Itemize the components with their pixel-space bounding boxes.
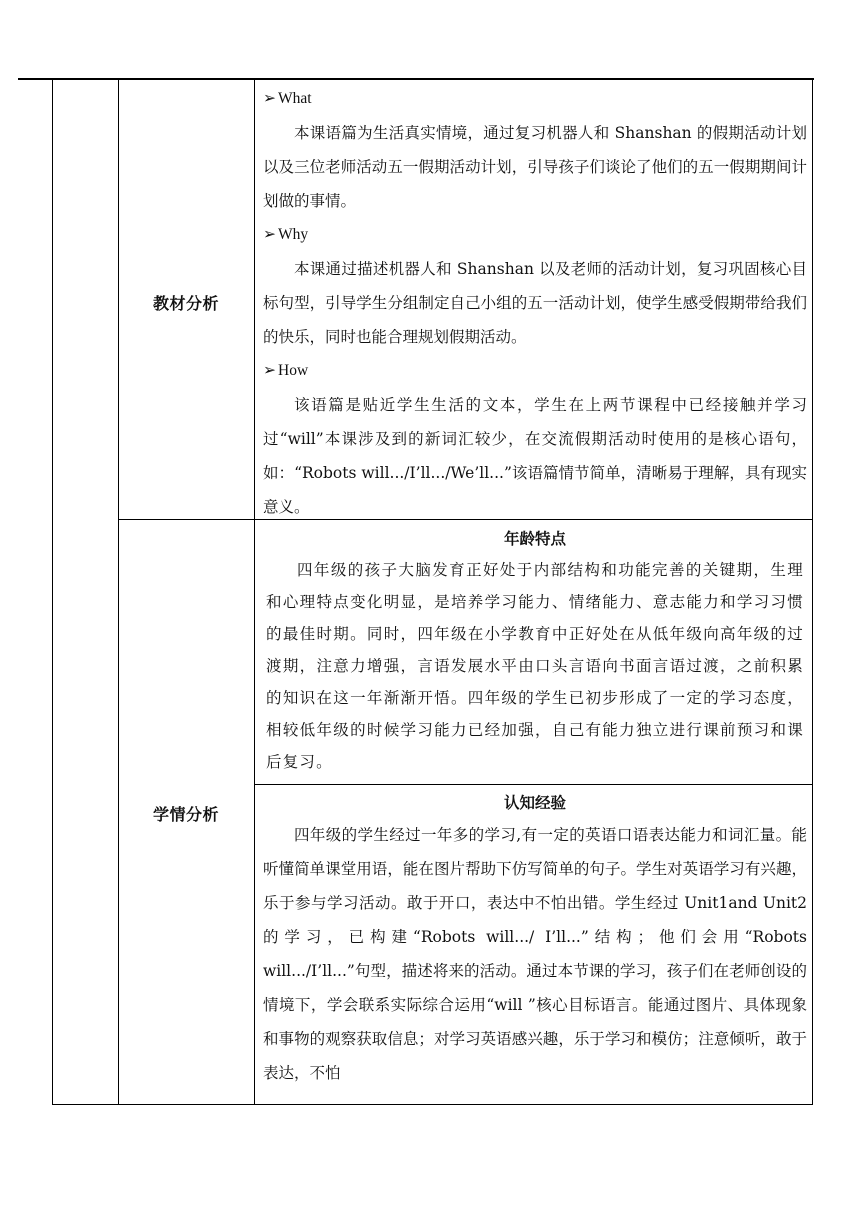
column-divider-1	[118, 79, 119, 1105]
cognitive-experience-title: 认知经验	[503, 794, 566, 812]
section-text-what: 本课语篇为生活真实情境，通过复习机器人和 Shanshan 的假期活动计划以及三位老师活动五一假期活动计划，引导孩子们谈论了他们的五一假期期间计划做的事情。	[263, 124, 807, 210]
section-heading-why: ➢ Why	[263, 218, 807, 252]
material-analysis-cell	[263, 82, 807, 524]
row-label-material-analysis: 教材分析	[152, 294, 219, 313]
table-left-border	[52, 79, 53, 1105]
arrow-bullet-icon: ➢	[263, 362, 276, 379]
age-characteristics-title: 年龄特点	[503, 530, 566, 548]
table-top-border	[18, 78, 814, 80]
age-characteristics-text: 四年级的孩子大脑发育正好处于内部结构和功能完善的关键期，生理和心理特点变化明显，是培养学习能力、情绪能力、意志能力和学习习惯的最佳时期。同时，四年级在小学教育中正好处在从低年级向高年级的过渡期，注意力增强，言语发展水平由口头言语向书面言语过渡，之前积累的知识在这一年渐渐开悟。四年级的学生已初步形成了一定的学习态度，相较低年级的时候学习能力已经加强，自己有能力独立进行课前预习和课后复习。	[266, 561, 804, 771]
section-heading-how: ➢ How	[263, 354, 807, 388]
section-heading-what: ➢ What	[263, 82, 807, 116]
arrow-bullet-icon: ➢	[263, 90, 276, 107]
arrow-bullet-icon: ➢	[263, 226, 276, 243]
row-divider-2	[254, 784, 812, 785]
section-text-why: 本课通过描述机器人和 Shanshan 以及老师的活动计划，复习巩固核心目标句型，引导学生分组制定自己小组的五一活动计划，使学生感受假期带给我们的快乐，同时也能合理规划假期活动。	[263, 260, 807, 346]
cognitive-experience-cell	[263, 788, 807, 1090]
cognitive-experience-text: 四年级的学生经过一年多的学习,有一定的英语口语表达能力和词汇量。能听懂简单课堂用语，能在图片帮助下仿写简单的句子。学生对英语学习有兴趣，乐于参与学习活动。敢于开口，表达中不怕出错。学生经过 Unit1and Unit2 的学习，已构建“Robots will.../ I’ll...”结构；他们会用“Robots will.../I’ll...”句型，描述将来的活动。通过本节课的学习，孩子们在老师创设的情境下，学会联系实际综合运用“will ”核心目标语言。能通过图片、具体现象和事物的观察获取信息；对学习英语感兴趣，乐于学习和模仿；注意倾听，敢于表达，不怕	[263, 826, 807, 1082]
table-right-border	[812, 79, 813, 1105]
section-text-how: 该语篇是贴近学生生活的文本，学生在上两节课程中已经接触并学习过“will”本课涉及到的新词汇较少，在交流假期活动时使用的是核心语句，如：“Robots will.../I’ll.../We’ll...”该语篇情节简单，清晰易于理解，具有现实意义。	[263, 396, 807, 516]
age-characteristics-cell	[266, 524, 804, 778]
table-bottom-border	[52, 1104, 812, 1105]
row-label-learner-analysis: 学情分析	[152, 805, 219, 824]
column-divider-2	[254, 79, 255, 1105]
